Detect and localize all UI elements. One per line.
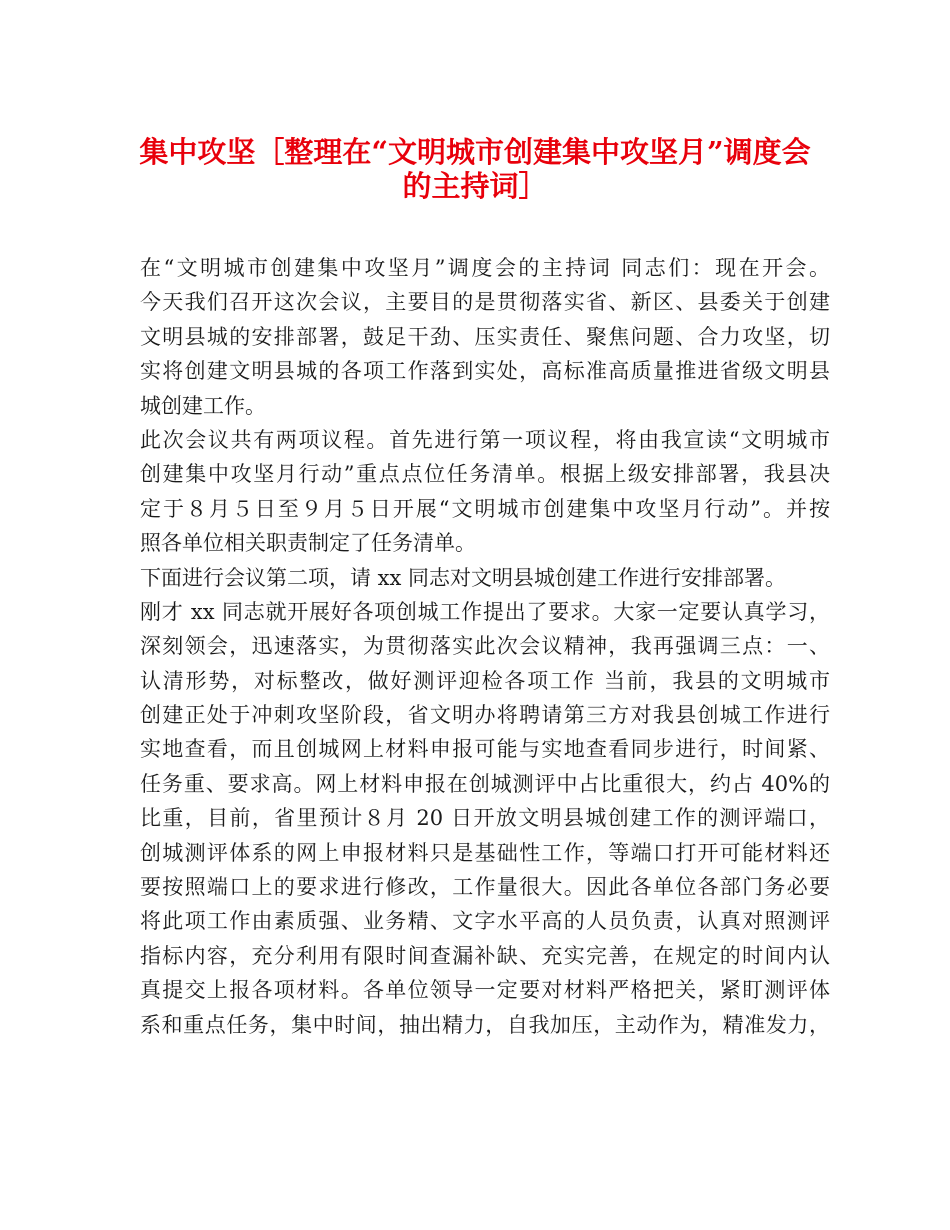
body-line: 此次会议共有两项议程。首先进行第一项议程，将由我宣读“文明城市 xyxy=(140,427,830,452)
body-line: 在“文明城市创建集中攻坚月”调度会的主持词 同志们：现在开会。 xyxy=(140,256,830,280)
body-line: 文明县城的安排部署，鼓足干劲、压实责任、聚焦问题、合力攻坚，切 xyxy=(140,324,830,349)
title-line: 的主持词］ xyxy=(402,169,548,204)
body-line: 指标内容，充分利用有限时间查漏补缺、充实完善，在规定的时间内认 xyxy=(140,943,830,968)
title-line: 集中攻坚［整理在“文明城市创建集中攻坚月”调度会 xyxy=(139,135,811,169)
body-line: 创建正处于冲刺攻坚阶段，省文明办将聘请第三方对我县创城工作进行 xyxy=(140,703,830,728)
body-line: 创城测评体系的网上申报材料只是基础性工作，等端口打开可能材料还 xyxy=(140,840,830,865)
body-line: 要按照端口上的要求进行修改，工作量很大。因此各单位各部门务必要 xyxy=(140,875,830,900)
body-line: 认清形势，对标整改，做好测评迎检各项工作 当前，我县的文明城市 xyxy=(140,668,830,693)
body-line: 系和重点任务，集中时间，抽出精力，自我加压，主动作为，精准发力， xyxy=(140,1012,830,1037)
body-line: 深刻领会，迅速落实，为贯彻落实此次会议精神，我再强调三点：一、 xyxy=(140,634,830,659)
body-line: 今天我们召开这次会议，主要目的是贯彻落实省、新区、县委关于创建 xyxy=(140,290,830,315)
document-body xyxy=(140,251,830,1042)
body-line: 真提交上报各项材料。各单位领导一定要对材料严格把关，紧盯测评体 xyxy=(140,978,830,1003)
document-title xyxy=(120,128,830,204)
body-line: 实将创建文明县城的各项工作落到实处，高标准高质量推进省级文明县 xyxy=(140,359,830,384)
body-line: 将此项工作由素质强、业务精、文字水平高的人员负责，认真对照测评 xyxy=(140,909,830,934)
body-line: 任务重、要求高。网上材料申报在创城测评中占比重很大，约占 40%的 xyxy=(140,771,830,796)
body-line: 实地查看，而且创城网上材料申报可能与实地查看同步进行，时间紧、 xyxy=(140,737,830,762)
body-line: 定于８月５日至９月５日开展“文明城市创建集中攻坚月行动”。并按 xyxy=(140,496,830,521)
body-line: 比重，目前，省里预计８月 20 日开放文明县城创建工作的测评端口， xyxy=(140,806,830,831)
body-line: 城创建工作。 xyxy=(140,393,266,418)
body-line: 下面进行会议第二项，请 xx 同志对文明县城创建工作进行安排部署。 xyxy=(140,565,787,590)
body-line: 创建集中攻坚月行动”重点点位任务清单。根据上级安排部署，我县决 xyxy=(140,462,830,487)
body-line: 刚才 xx 同志就开展好各项创城工作提出了要求。大家一定要认真学习， xyxy=(140,599,830,624)
body-line: 照各单位相关职责制定了任务清单。 xyxy=(140,531,476,556)
